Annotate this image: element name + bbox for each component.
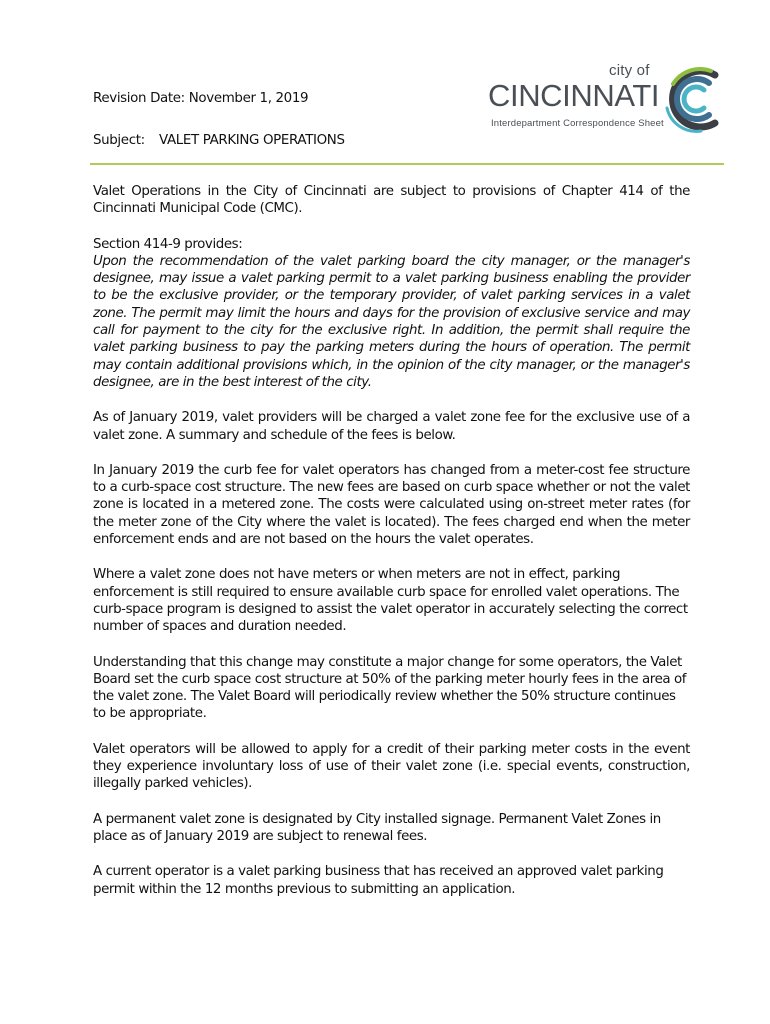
- valet-board-paragraph: Understanding that this change may constitute a major change for some operators, the Valet Board set the curb space cost structure at 50% of the parking meter hourly fees in the area of the valet zone. The Valet Board will periodically review whether the 50% structure continues to be appropriate.: [93, 654, 687, 722]
- logo-city-name: CINCINNATI: [488, 78, 660, 113]
- header-divider: [90, 163, 724, 165]
- logo-city-of: city of: [609, 62, 650, 79]
- curb-fee-paragraph: In January 2019 the curb fee for valet operators has changed from a meter-cost fee structure to a curb-space cost structure. The new fees are based on curb space whether or not the valet zone is located in a metered zone. The costs were calculated using on-street meter rates (for the meter zone of the City where the valet is located). The fees charged end when the meter enforcement ends and are not based on the hours the valet operates.: [93, 462, 690, 548]
- document-body: [93, 183, 690, 916]
- section-quote: Upon the recommendation of the valet parking board the city manager, or the manager's designee, may issue a valet parking permit to a valet parking business enabling the provider to be the exclusive provider, or the temporary provider, of valet parking services in a valet zone. The permit may limit the hours and days for the provision of exclusive service and may call for payment to the city for the exclusive right. In addition, the permit shall require the valet parking business to pay the parking meters during the hours of operation. The permit may contain additional provisions which, in the opinion of the city manager, or the manager's designee, are in the best interest of the city.: [93, 253, 690, 390]
- section-heading: Section 414-9 provides:: [93, 236, 243, 252]
- revision-date-value: November 1, 2019: [188, 91, 309, 106]
- subject-value: VALET PARKING OPERATIONS: [159, 133, 345, 148]
- city-c-logo-icon: [661, 62, 723, 136]
- fee-paragraph: As of January 2019, valet providers will be charged a valet zone fee for the exclusive use of a valet zone. A summary and schedule of the fees is below.: [93, 410, 690, 443]
- no-meters-paragraph: Where a valet zone does not have meters or when meters are not in effect, parking enforcement is still required to ensure available curb space for enrolled valet operations. The curb-space program is designed to assist the valet operator in accurately selecting the correct number of spaces and duration needed.: [93, 567, 688, 635]
- intro-paragraph: Valet Operations in the City of Cincinnati are subject to provisions of Chapter 414 of the Cincinnati Municipal Code (CMC).: [93, 184, 690, 217]
- revision-date-label: Revision Date:: [93, 91, 185, 106]
- city-logo: [485, 62, 725, 142]
- subject-line: [93, 133, 345, 149]
- revision-date-line: [93, 91, 308, 107]
- permanent-zone-paragraph: A permanent valet zone is designated by City installed signage. Permanent Valet Zones in place as of January 2019 are subject to renewal fees.: [93, 811, 661, 844]
- credit-paragraph: Valet operators will be allowed to apply for a credit of their parking meter costs in the event they experience involuntary loss of use of their valet zone (i.e. special events, construction, illegally parked vehicles).: [93, 741, 690, 792]
- logo-sheet-label: Interdepartment Correspondence Sheet: [491, 118, 664, 129]
- subject-label: Subject:: [93, 133, 145, 148]
- current-operator-paragraph: A current operator is a valet parking business that has received an approved valet parking permit within the 12 months previous to submitting an application.: [93, 864, 664, 897]
